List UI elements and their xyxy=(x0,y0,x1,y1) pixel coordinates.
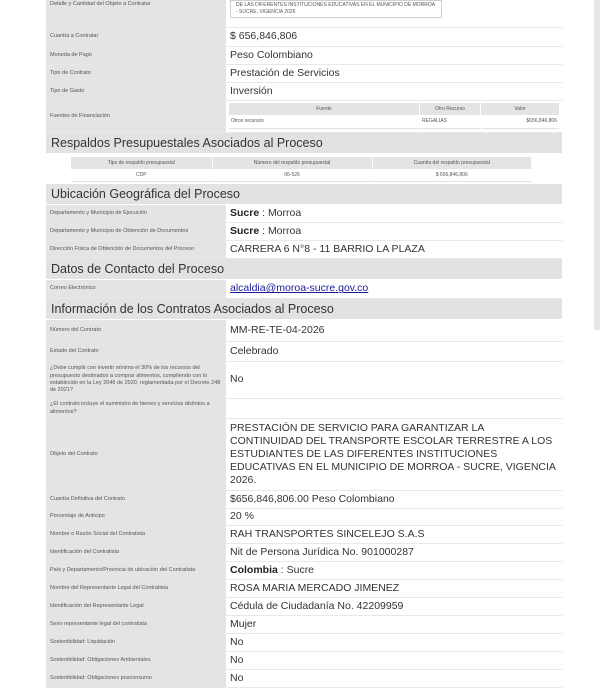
correo-label: Correo Electrónico xyxy=(46,280,226,298)
ejecucion-row xyxy=(46,205,562,223)
sost-liquidacion-value: No xyxy=(230,635,244,648)
section-ubicacion-title: Ubicación Geográfica del Proceso xyxy=(46,184,562,205)
contratista-nombre-value: RAH TRANSPORTES SINCELEJO S.A.S xyxy=(230,527,425,540)
sost-liquidacion-row xyxy=(46,634,562,652)
fuentes-cell: Otros recursos xyxy=(229,115,419,128)
estado-label: Estado del Contrato xyxy=(46,342,226,361)
documentos-label: Departamento y Municipio de Obtención de Documentos xyxy=(46,223,226,240)
respaldos-table xyxy=(70,157,532,182)
fuentes-header: Valor xyxy=(481,103,559,115)
tipo-gasto-value: Inversión xyxy=(230,84,273,97)
sost-posconsumo-label: Sostenibilidad: Obligaciones posconsumo xyxy=(46,670,226,687)
suministro-row xyxy=(46,399,562,419)
numero-contrato-label: Número del Contrato xyxy=(46,320,226,341)
detalle-label: Detalle y Cantidad del Objeto a Contratar xyxy=(46,0,226,27)
documentos-municipality: : Morroa xyxy=(259,224,302,237)
respaldos-header: Tipo de respaldo presupuestal xyxy=(71,157,212,169)
sexo-value: Mujer xyxy=(230,617,257,630)
fuentes-row xyxy=(46,101,562,133)
cumplir-value: No xyxy=(230,373,244,386)
direccion-label: Dirección Física de Obtención de Documentos del Proceso xyxy=(46,241,226,258)
tipo-contrato-label: Tipo de Contrato xyxy=(46,65,226,82)
objeto-row xyxy=(46,419,562,491)
cuantia-row xyxy=(46,28,562,47)
estado-value: Celebrado xyxy=(230,344,279,357)
tipo-contrato-row xyxy=(46,65,562,83)
representante-row xyxy=(46,580,562,598)
sost-ambientales-row xyxy=(46,652,562,670)
pais-country: Colombia xyxy=(230,563,278,576)
tipo-gasto-row xyxy=(46,83,562,101)
sexo-row xyxy=(46,616,562,634)
detalle-row xyxy=(46,0,562,28)
cumplir-row xyxy=(46,362,562,399)
section-contratos-title: Información de los Contratos Asociados al Proceso xyxy=(46,299,562,320)
cuantia-definitiva-row xyxy=(46,491,562,509)
sost-posconsumo-row xyxy=(46,670,562,688)
representante-label: Nombre del Representante Legal del Contratista xyxy=(46,580,226,597)
ejecucion-label: Departamento y Municipio de Ejecución xyxy=(46,205,226,222)
fuentes-label: Fuentes de Financiación xyxy=(46,101,226,132)
correo-link[interactable]: alcaldia@moroa-sucre.gov.co xyxy=(230,282,369,295)
moneda-value: Peso Colombiano xyxy=(230,48,313,61)
representante-id-label: Identificación del Representante Legal xyxy=(46,598,226,615)
sost-ambientales-label: Sostenibilidad: Obligaciones Ambientales xyxy=(46,652,226,669)
contratista-id-label: Identificación del Contratista xyxy=(46,544,226,561)
pais-row xyxy=(46,562,562,580)
cuantia-definitiva-value: $656,846,806.00 Peso Colombiano xyxy=(230,492,395,505)
representante-id-row xyxy=(46,598,562,616)
respaldos-cell: 06-526 xyxy=(213,169,372,182)
cuantia-definitiva-label: Cuantía Definitiva del Contrato xyxy=(46,491,226,508)
anticipo-label: Porcentaje de Anticipo xyxy=(46,509,226,525)
moneda-label: Moneda de Pago xyxy=(46,47,226,64)
moneda-row xyxy=(46,47,562,65)
contratista-id-value: Nit de Persona Jurídica No. 901000287 xyxy=(230,545,414,558)
documentos-row xyxy=(46,223,562,241)
direccion-row xyxy=(46,241,562,259)
contratista-nombre-row xyxy=(46,526,562,544)
fuentes-table xyxy=(228,103,560,129)
sexo-label: Sexo representante legal del contratista xyxy=(46,616,226,633)
documentos-department: Sucre xyxy=(230,224,260,237)
numero-contrato-value: MM-RE-TE-04-2026 xyxy=(230,323,325,336)
sost-posconsumo-value: No xyxy=(230,671,244,684)
contratista-id-row xyxy=(46,544,562,562)
fuentes-header: Otro Recurso xyxy=(420,103,480,115)
numero-contrato-row xyxy=(46,320,562,342)
scrollbar[interactable] xyxy=(594,0,600,330)
detalle-value: DE LAS DIFERENTES INSTITUCIONES EDUCATIVAS EN EL MUNICIPIO DE MORROA - SUCRE, VIGENCIA 2026 xyxy=(230,0,442,18)
respaldos-cell: CDP xyxy=(71,169,212,182)
correo-row xyxy=(46,280,562,299)
suministro-value xyxy=(226,399,562,418)
estado-row xyxy=(46,342,562,362)
suministro-label: ¿El contrato incluye el suministro de bienes y servicios distintos a alimentos? xyxy=(46,399,226,418)
fuentes-header: Fuente xyxy=(229,103,419,115)
respaldos-table-wrap xyxy=(46,154,562,184)
fuentes-cell: REGALIAS xyxy=(420,115,480,128)
representante-id-value: Cédula de Ciudadanía No. 42209959 xyxy=(230,599,404,612)
tipo-gasto-label: Tipo de Gasto xyxy=(46,83,226,100)
section-respaldos-title: Respaldos Presupuestales Asociados al Proceso xyxy=(46,133,562,154)
anticipo-value: 20 % xyxy=(230,510,254,523)
pais-department: : Sucre xyxy=(277,563,315,576)
direccion-value: CARRERA 6 N°8 - 11 BARRIO LA PLAZA xyxy=(230,242,425,255)
process-detail-page xyxy=(46,0,562,688)
respaldos-cell: $ 656,846,806 xyxy=(373,169,532,182)
fuentes-cell: $656,846,806 xyxy=(481,115,559,128)
objeto-value: PRESTACIÓN DE SERVICIO PARA GARANTIZAR LA CONTINUIDAD DEL TRANSPORTE ESCOLAR TERRESTRE A LOS ESTUDIANTES DE LAS DIFERENTES INSTITUCIONES EDUCATIVAS EN EL MUNICIPIO DE MORROA - SUCRE, VIGENCIA 2026. xyxy=(230,421,556,487)
anticipo-row xyxy=(46,509,562,526)
cuantia-label: Cuantía a Contratar xyxy=(46,28,226,46)
section-contacto-title: Datos de Contacto del Proceso xyxy=(46,259,562,280)
contratista-nombre-label: Nombre o Razón Social del Contratista xyxy=(46,526,226,543)
objeto-label: Objeto del Contrato xyxy=(46,419,226,490)
pais-label: País y Departamento/Provincia de ubicación del Contratista xyxy=(46,562,226,579)
sost-ambientales-value: No xyxy=(230,653,244,666)
ejecucion-department: Sucre xyxy=(230,206,260,219)
cumplir-label: ¿Debe cumplir con invertir mínimo el 30% de los recursos del presupuesto destinados a comprar alimentos, cumpliendo con lo establecido en la Ley 2046 de 2020, reglamentada por el Decreto 248 de 2021? xyxy=(46,362,226,398)
respaldos-header: Cuantía del respaldo presupuestal xyxy=(373,157,532,169)
ejecucion-municipality: : Morroa xyxy=(259,206,302,219)
sost-liquidacion-label: Sostenibilidad: Liquidación xyxy=(46,634,226,651)
cuantia-value: $ 656,846,806 xyxy=(230,30,298,43)
representante-value: ROSA MARIA MERCADO JIMENEZ xyxy=(230,581,400,594)
respaldos-header: Número del respaldo presupuestal xyxy=(213,157,372,169)
tipo-contrato-value: Prestación de Servicios xyxy=(230,66,340,79)
